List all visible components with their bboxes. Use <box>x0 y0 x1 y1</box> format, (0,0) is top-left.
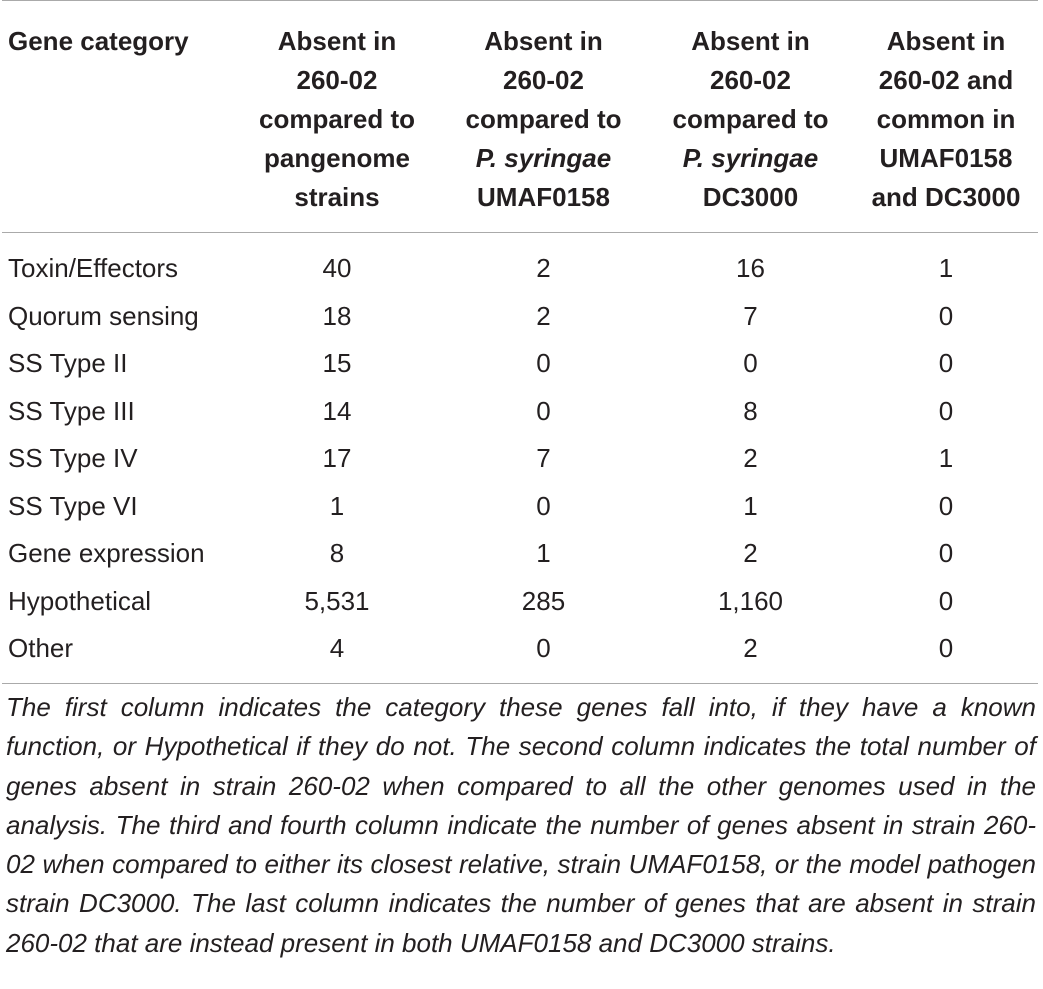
cell-category: Gene expression <box>8 538 205 569</box>
cell-value: 14 <box>322 395 352 426</box>
cell-value: 2 <box>743 633 758 664</box>
cell-value: 0 <box>938 538 954 569</box>
header-row <box>2 1 1038 233</box>
header-absent-common: Absent in 260-02 and common in UMAF0158 and DC3000 <box>871 26 1021 212</box>
cell-value: 18 <box>322 300 352 331</box>
cell-value: 15 <box>322 348 352 379</box>
cell-value: 7 <box>743 300 758 331</box>
table-row <box>2 530 1038 578</box>
header-absent-pangenome: Absent in 260-02 compared to pangenome strains <box>258 26 416 212</box>
cell-value: 2 <box>536 253 551 284</box>
header-absent-umaf0158: Absent in 260-02 compared to P. syringae UMAF0158 <box>465 26 622 212</box>
cell-value: 5,531 <box>304 585 370 616</box>
cell-value: 8 <box>743 395 758 426</box>
table-row <box>2 388 1038 436</box>
cell-value: 1 <box>329 490 345 521</box>
table-body <box>2 233 1038 684</box>
cell-category: Other <box>8 633 74 664</box>
cell-value: 2 <box>743 538 758 569</box>
cell-value: 0 <box>536 633 551 664</box>
table-row <box>2 435 1038 483</box>
table-row <box>2 233 1038 293</box>
cell-value: 1 <box>938 253 954 284</box>
cell-value: 2 <box>743 443 758 474</box>
cell-value: 16 <box>736 253 765 284</box>
cell-value: 0 <box>536 395 551 426</box>
cell-value: 1 <box>743 490 758 521</box>
cell-value: 0 <box>938 633 954 664</box>
cell-value: 0 <box>938 300 954 331</box>
cell-value: 0 <box>938 395 954 426</box>
cell-value: 0 <box>743 348 758 379</box>
cell-category: Quorum sensing <box>8 300 199 331</box>
cell-category: Toxin/Effectors <box>8 253 179 284</box>
cell-value: 0 <box>536 348 551 379</box>
cell-value: 7 <box>536 443 551 474</box>
table-row <box>2 625 1038 683</box>
cell-value: 40 <box>322 253 352 284</box>
cell-category: SS Type VI <box>8 490 138 521</box>
table-header <box>2 1 1038 233</box>
cell-value: 4 <box>329 633 345 664</box>
cell-category: Hypothetical <box>8 585 152 616</box>
cell-value: 1 <box>536 538 551 569</box>
cell-value: 17 <box>322 443 352 474</box>
cell-value: 0 <box>536 490 551 521</box>
cell-value: 0 <box>938 585 954 616</box>
cell-category: SS Type IV <box>8 443 138 474</box>
cell-category: SS Type II <box>8 348 128 379</box>
cell-category: SS Type III <box>8 395 135 426</box>
table-row <box>2 483 1038 531</box>
cell-value: 1 <box>938 443 954 474</box>
cell-value: 1,160 <box>717 585 784 616</box>
table-footnote: The first column indicates the category these genes fall into, if they have a known function, or Hypothetical if they do not. The second column indicates the total number of genes absent in strain 260-02 when compared to all the other genomes used in the analysis. The third and fourth column indicate the number of genes absent in strain 260-02 when compared to either its closest relative, strain UMAF0158, or the model pathogen strain DC3000. The last column indicates the number of genes that are absent in strain 260-02 that are instead present in both UMAF0158 and DC3000 strains. <box>6 692 1036 958</box>
gene-table <box>2 0 1038 684</box>
header-gene-category: Gene category <box>8 26 189 56</box>
cell-value: 0 <box>938 490 954 521</box>
cell-value: 285 <box>521 585 566 616</box>
table-row <box>2 578 1038 626</box>
cell-value: 2 <box>536 300 551 331</box>
table-row <box>2 293 1038 341</box>
table-row <box>2 340 1038 388</box>
header-absent-dc3000: Absent in 260-02 compared to P. syringae DC3000 <box>672 26 829 212</box>
cell-value: 8 <box>329 538 345 569</box>
cell-value: 0 <box>938 348 954 379</box>
